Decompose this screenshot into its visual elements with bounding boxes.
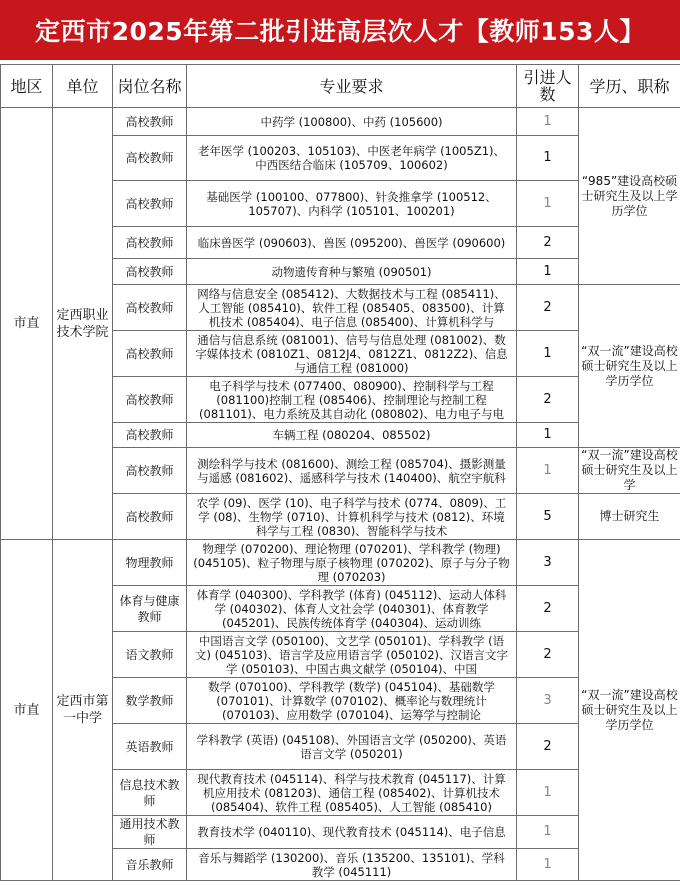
count-cell: 3	[517, 678, 579, 724]
major-cell: 教育技术学 (040110)、现代教育技术 (045114)、电子信息	[187, 816, 517, 849]
major-cell: 数学 (070100)、学科教学 (数学) (045104)、基础数学 (070101)、计算数学 (070102)、概率论与数理统计 (070103)、应用数学 (070104)、运筹学与控制论	[187, 678, 517, 724]
region-cell: 市直	[1, 540, 53, 881]
position-cell: 音乐教师	[113, 849, 187, 881]
count-cell: 1	[517, 448, 579, 494]
count-cell: 2	[517, 632, 579, 678]
position-cell: 高校教师	[113, 448, 187, 494]
unit-cell: 定西职业技术学院	[53, 108, 113, 540]
major-cell: 中国语言文学 (050100)、文艺学 (050101)、学科教学 (语文) (045103)、语言学及应用语言学 (050102)、汉语言文字学 (050103)、中国古典文献学 (050104)、中国	[187, 632, 517, 678]
position-cell: 语文教师	[113, 632, 187, 678]
major-cell: 动物遗传育种与繁殖 (090501)	[187, 259, 517, 285]
position-cell: 高校教师	[113, 181, 187, 227]
header-unit: 单位	[53, 65, 113, 108]
count-cell: 1	[517, 181, 579, 227]
major-cell: 通信与信息系统 (081001)、信号与信息处理 (081002)、数字媒体技术 (0810Z1、0812J4、0812Z1、0812Z2)、信息与通信工程 (081000)	[187, 331, 517, 377]
page-title: 定西市2025年第二批引进高层次人才【教师153人】	[35, 17, 645, 46]
count-cell: 2	[517, 377, 579, 423]
position-cell: 高校教师	[113, 259, 187, 285]
count-cell: 5	[517, 494, 579, 540]
education-cell: 博士研究生	[579, 494, 680, 540]
count-cell: 1	[517, 331, 579, 377]
count-cell: 2	[517, 227, 579, 259]
major-cell: 体育学 (040300)、学科教学 (体育) (045112)、运动人体科学 (040302)、体育人文社会学 (040301)、体育教学 (045201)、民族传统体育学 (040304)、运动训练	[187, 586, 517, 632]
header-row	[1, 65, 680, 108]
major-cell: 网络与信息安全 (085412)、大数据技术与工程 (085411)、人工智能 (085410)、软件工程 (085405、083500)、计算机技术 (085404)、电子信息 (085400)、计算机科学与	[187, 285, 517, 331]
header-region: 地区	[1, 65, 53, 108]
count-cell: 1	[517, 259, 579, 285]
header-education: 学历、职称	[579, 65, 680, 108]
position-cell: 高校教师	[113, 494, 187, 540]
region-cell: 市直	[1, 108, 53, 540]
header-count: 引进人数	[517, 65, 579, 108]
count-cell: 3	[517, 540, 579, 586]
count-cell: 2	[517, 586, 579, 632]
education-cell: “985”建设高校硕士研究生及以上学历学位	[579, 108, 680, 285]
title-banner	[0, 0, 680, 60]
major-cell: 音乐与舞蹈学 (130200)、音乐 (135200、135101)、学科教学 (045111)	[187, 849, 517, 881]
major-cell: 临床兽医学 (090603)、兽医 (095200)、兽医学 (090600)	[187, 227, 517, 259]
count-cell: 1	[517, 423, 579, 448]
position-cell: 高校教师	[113, 108, 187, 136]
position-cell: 英语教师	[113, 724, 187, 770]
count-cell: 2	[517, 724, 579, 770]
position-cell: 高校教师	[113, 136, 187, 181]
count-cell: 1	[517, 849, 579, 881]
recruitment-table	[0, 64, 680, 881]
count-cell: 1	[517, 108, 579, 136]
position-cell: 体育与健康教师	[113, 586, 187, 632]
count-cell: 1	[517, 136, 579, 181]
count-cell: 1	[517, 816, 579, 849]
header-position: 岗位名称	[113, 65, 187, 108]
major-cell: 电子科学与技术 (077400、080900)、控制科学与工程 (081100)控制工程 (085406)、控制理论与控制工程 (081101)、电力系统及其自动化 (080802)、电力电子与电	[187, 377, 517, 423]
position-cell: 高校教师	[113, 227, 187, 259]
header-major: 专业要求	[187, 65, 517, 108]
major-cell: 中药学 (100800)、中药 (105600)	[187, 108, 517, 136]
position-cell: 物理教师	[113, 540, 187, 586]
position-cell: 信息技术教师	[113, 770, 187, 816]
education-cell: “双一流”建设高校硕士研究生及以上学历学位	[579, 285, 680, 448]
position-cell: 高校教师	[113, 423, 187, 448]
major-cell: 物理学 (070200)、理论物理 (070201)、学科教学 (物理) (045105)、粒子物理与原子核物理 (070202)、原子与分子物理 (070203)	[187, 540, 517, 586]
count-cell: 1	[517, 770, 579, 816]
table-row	[1, 108, 680, 136]
position-cell: 数学教师	[113, 678, 187, 724]
unit-cell: 定西市第一中学	[53, 540, 113, 881]
major-cell: 基础医学 (100100、077800)、针灸推拿学 (100512、105707)、内科学 (105101、100201)	[187, 181, 517, 227]
education-cell: “双一流”建设高校硕士研究生及以上学	[579, 448, 680, 494]
major-cell: 测绘科学与技术 (081600)、测绘工程 (085704)、摄影测量与遥感 (081602)、遥感科学与技术 (140400)、航空宇航科	[187, 448, 517, 494]
position-cell: 高校教师	[113, 377, 187, 423]
major-cell: 车辆工程 (080204、085502)	[187, 423, 517, 448]
position-cell: 通用技术教师	[113, 816, 187, 849]
position-cell: 高校教师	[113, 285, 187, 331]
table-row	[1, 540, 680, 586]
major-cell: 老年医学 (100203、105103)、中医老年病学 (1005Z1)、中西医结合临床 (105709、100602)	[187, 136, 517, 181]
education-cell: “双一流”建设高校硕士研究生及以上学历学位	[579, 540, 680, 881]
major-cell: 学科教学 (英语) (045108)、外国语言文学 (050200)、英语语言文学 (050201)	[187, 724, 517, 770]
major-cell: 现代教育技术 (045114)、科学与技术教育 (045117)、计算机应用技术 (081203)、通信工程 (085402)、计算机技术 (085404)、软件工程 (085405)、人工智能 (085410)	[187, 770, 517, 816]
position-cell: 高校教师	[113, 331, 187, 377]
major-cell: 农学 (09)、医学 (10)、电子科学与技术 (0774、0809)、工学 (08)、生物学 (0710)、计算机科学与技术 (0812)、环境科学与工程 (0830)、智能科学与技术	[187, 494, 517, 540]
count-cell: 2	[517, 285, 579, 331]
